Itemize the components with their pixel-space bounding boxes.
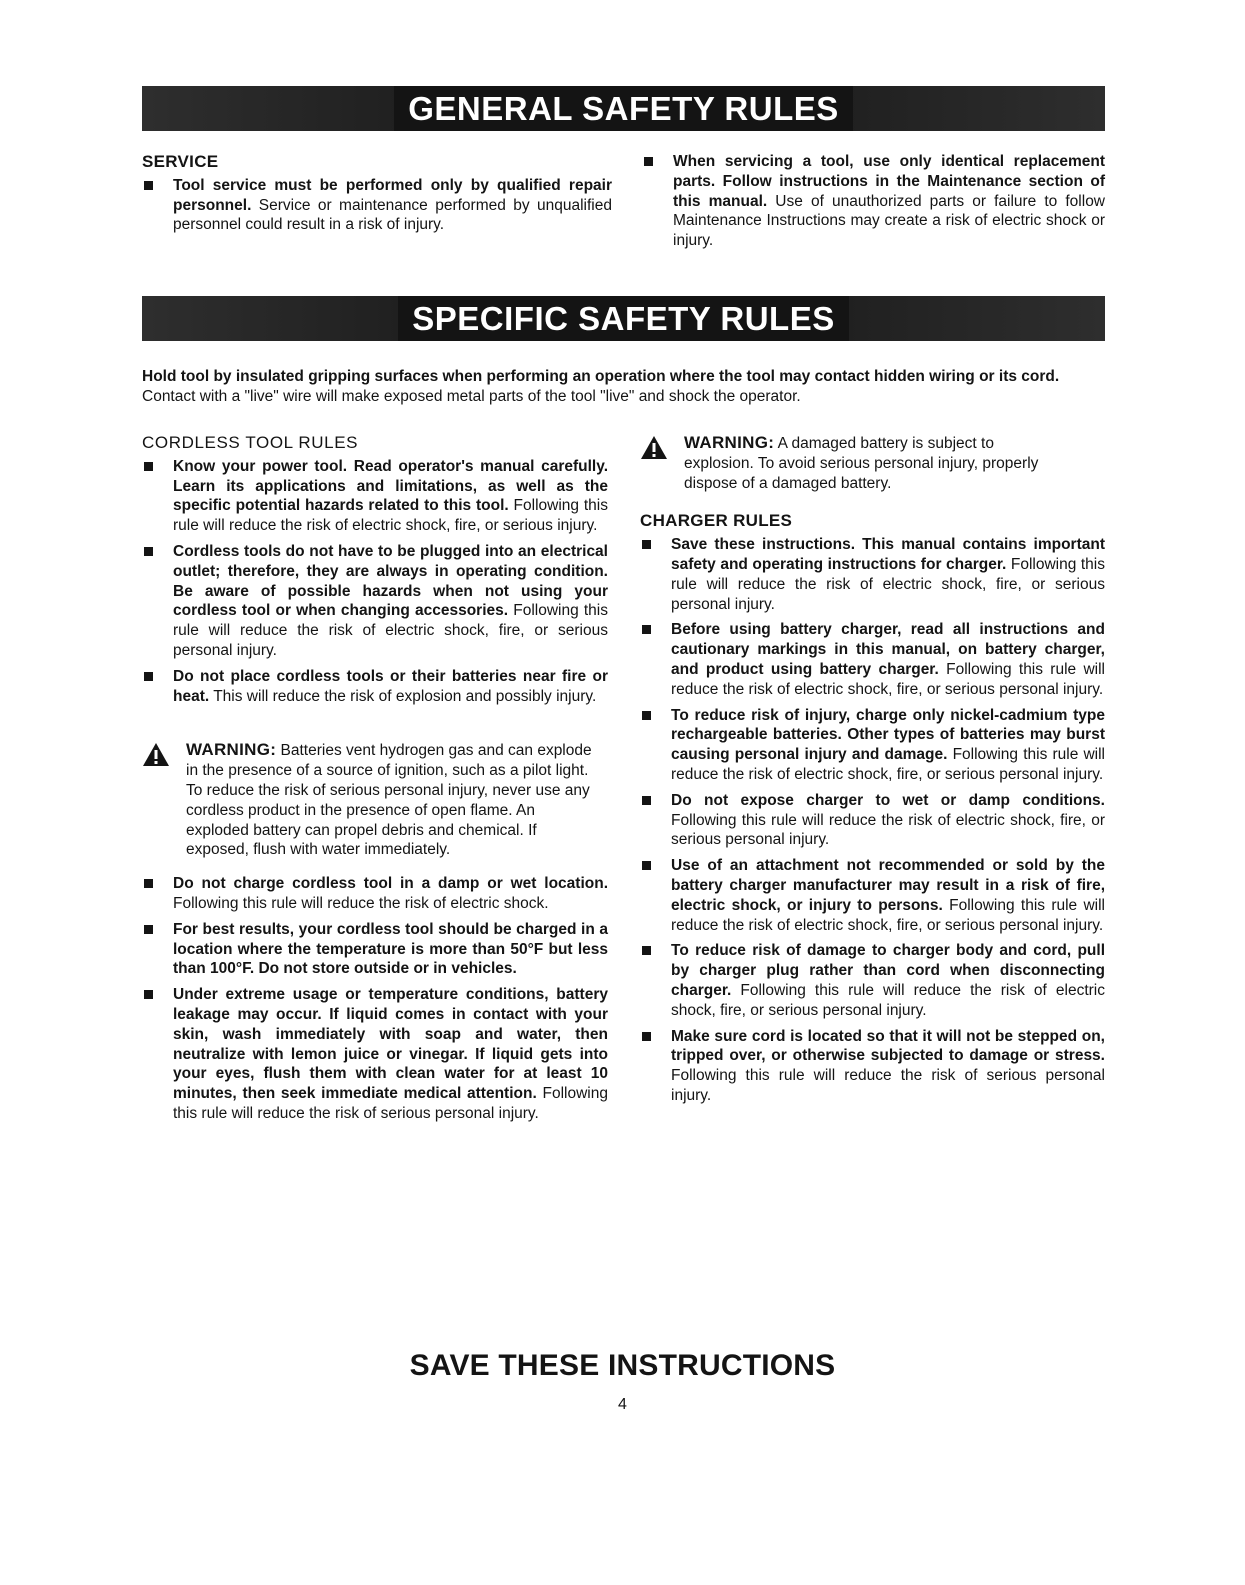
square-bullet-icon (144, 181, 153, 190)
rule-text: This will reduce the risk of explosion and possibly injury. (209, 687, 597, 705)
list-item (142, 542, 608, 661)
rule-bold: Know your power tool. Read operator's manual carefully. Learn its applications and limitations, as well as the specific potential hazards related to this tool. (173, 457, 608, 515)
warning-triangle-icon (640, 435, 668, 460)
rule-bold: To reduce risk of injury, charge only nickel-cadmium type rechargeable batteries. Other types of batteries may burst causing personal injury and damage. (671, 706, 1105, 764)
rule-text: Following this rule will reduce the risk of electric shock, fire, or serious injury. (173, 497, 608, 535)
square-bullet-icon (642, 711, 651, 720)
warning-label: WARNING: (186, 740, 277, 760)
square-bullet-icon (144, 547, 153, 556)
list-item (640, 941, 1105, 1020)
square-bullet-icon (642, 625, 651, 634)
rule-text: Following this rule will reduce the risk of electric shock, fire, or serious personal injury. (173, 602, 608, 659)
rule-text: Use of unauthorized parts or failure to follow Maintenance Instructions may create a risk of electric shock or injury. (673, 192, 1106, 250)
list-item (640, 856, 1105, 935)
warning-text: Batteries vent hydrogen gas and can explode in the presence of a source of ignition, such as a pilot light. To reduce the risk of serious personal injury, never use any cordless product in the presence of open flame. An exploded battery can propel debris and chemical. If exposed, flush with water immediately. (186, 742, 592, 859)
warning-label: WARNING: (684, 433, 775, 452)
rule-bold: To reduce risk of damage to charger body and cord, pull by charger plug rather than cord when disconnecting charger. (671, 942, 1105, 999)
list-item (142, 874, 608, 914)
list-item (142, 920, 608, 979)
square-bullet-icon (642, 796, 651, 805)
rule-text: Following this rule will reduce the risk of serious personal injury. (671, 1067, 1105, 1104)
charger-heading: CHARGER RULES (640, 511, 793, 531)
rule-text: Following this rule will reduce the risk of electric shock, fire, or serious personal injury. (671, 811, 1105, 849)
list-item (640, 791, 1105, 850)
rule-bold: Under extreme usage or temperature conditions, battery leakage may occur. If liquid comes in contact with your skin, wash immediately with soap and water, then neutralize with lemon juice or vinegar. If liquid gets into your eyes, flush them with clean water for at least 10 minutes, then seek immediate medical attention. (173, 986, 608, 1103)
service-section-left (142, 152, 612, 241)
rule-text: Following this rule will reduce the risk of electric shock, fire, or serious personal injury. (671, 981, 1105, 1019)
warning-text: A damaged battery is subject to explosion. To avoid serious personal injury, properly dispose of a damaged battery. (684, 435, 1039, 492)
rule-text: Service or maintenance performed by unqualified personnel could result in a risk of injury. (173, 196, 612, 234)
cordless-tool-rules (142, 433, 608, 1130)
square-bullet-icon (642, 540, 651, 549)
rule-text: Following this rule will reduce the risk of electric shock, fire, or serious personal injury. (671, 660, 1105, 698)
battery-warning (142, 740, 608, 860)
list-item (142, 985, 608, 1124)
rule-text: Following this rule will reduce the risk of electric shock. (173, 894, 549, 912)
square-bullet-icon (644, 157, 653, 166)
charger-rules-column (640, 433, 1105, 1112)
rule-bold: Use of an attachment not recommended or sold by the battery charger manufacturer may result in a risk of fire, electric shock, or injury to persons. (671, 857, 1105, 914)
rule-bold: Tool service must be performed only by qualified repair personnel. (173, 176, 612, 214)
list-item (642, 152, 1105, 251)
page-number: 4 (618, 1396, 627, 1413)
square-bullet-icon (144, 990, 153, 999)
list-item (142, 176, 612, 235)
square-bullet-icon (144, 879, 153, 888)
rule-text: Following this rule will reduce the risk of serious personal injury. (173, 1085, 608, 1122)
rule-bold: Save these instructions. This manual contains important safety and operating instructions for charger. (671, 536, 1105, 573)
hold-text: Contact with a "live" wire will make exposed metal parts of the tool "live" and shock the operator. (142, 387, 801, 405)
specific-safety-rules-banner (142, 296, 1105, 341)
rule-bold: For best results, your cordless tool should be charged in a location where the temperature is more than 50°F but less than 100°F. Do not store outside or in vehicles. (173, 920, 608, 978)
rule-bold: Do not place cordless tools or their batteries near fire or heat. (173, 667, 608, 705)
square-bullet-icon (144, 672, 153, 681)
list-item (640, 620, 1105, 699)
list-item (640, 1027, 1105, 1106)
rule-bold: Do not expose charger to wet or damp conditions. (671, 791, 1105, 809)
cordless-heading: CORDLESS TOOL RULES (142, 433, 359, 452)
list-item (142, 667, 608, 707)
rule-bold: Make sure cord is located so that it will not be stepped on, tripped over, or otherwise subjected to damage or stress. (671, 1027, 1105, 1065)
banner-title: GENERAL SAFETY RULES (394, 86, 853, 131)
list-item (640, 535, 1105, 614)
list-item (640, 706, 1105, 785)
general-safety-rules-banner (142, 86, 1105, 131)
square-bullet-icon (642, 946, 651, 955)
rule-bold: Do not charge cordless tool in a damp or wet location. (173, 875, 608, 893)
save-instructions-heading: SAVE THESE INSTRUCTIONS (409, 1349, 836, 1382)
rule-bold: When servicing a tool, use only identical replacement parts. Follow instructions in the Maintenance section of this manual. (673, 153, 1105, 210)
damaged-battery-warning (640, 433, 1105, 493)
rule-bold: Cordless tools do not have to be plugged into an electrical outlet; therefore, they are always in operating condition. Be aware of possible hazards when not using your cordless tool or when changing accessories. (173, 542, 608, 620)
warning-triangle-icon (142, 742, 170, 767)
hold-bold: Hold tool by insulated gripping surfaces when performing an operation where the tool may contact hidden wiring or its cord. (142, 368, 1060, 385)
hold-tool-paragraph (142, 367, 1105, 407)
list-item (142, 457, 608, 536)
service-section-right (642, 152, 1105, 257)
rule-bold: Before using battery charger, read all instructions and cautionary markings in this manual, on battery charger, and product using battery charger. (671, 621, 1105, 678)
rule-text: Following this rule will reduce the risk of electric shock, fire, or serious personal injury. (671, 896, 1105, 934)
rule-text: Following this rule will reduce the risk of electric shock, fire, or serious personal injury. (671, 746, 1105, 783)
banner-title: SPECIFIC SAFETY RULES (398, 296, 848, 341)
square-bullet-icon (144, 925, 153, 934)
square-bullet-icon (144, 462, 153, 471)
rule-text: Following this rule will reduce the risk of electric shock, fire, or serious personal injury. (671, 555, 1105, 613)
service-heading: SERVICE (142, 152, 219, 171)
square-bullet-icon (642, 1032, 651, 1041)
square-bullet-icon (642, 861, 651, 870)
